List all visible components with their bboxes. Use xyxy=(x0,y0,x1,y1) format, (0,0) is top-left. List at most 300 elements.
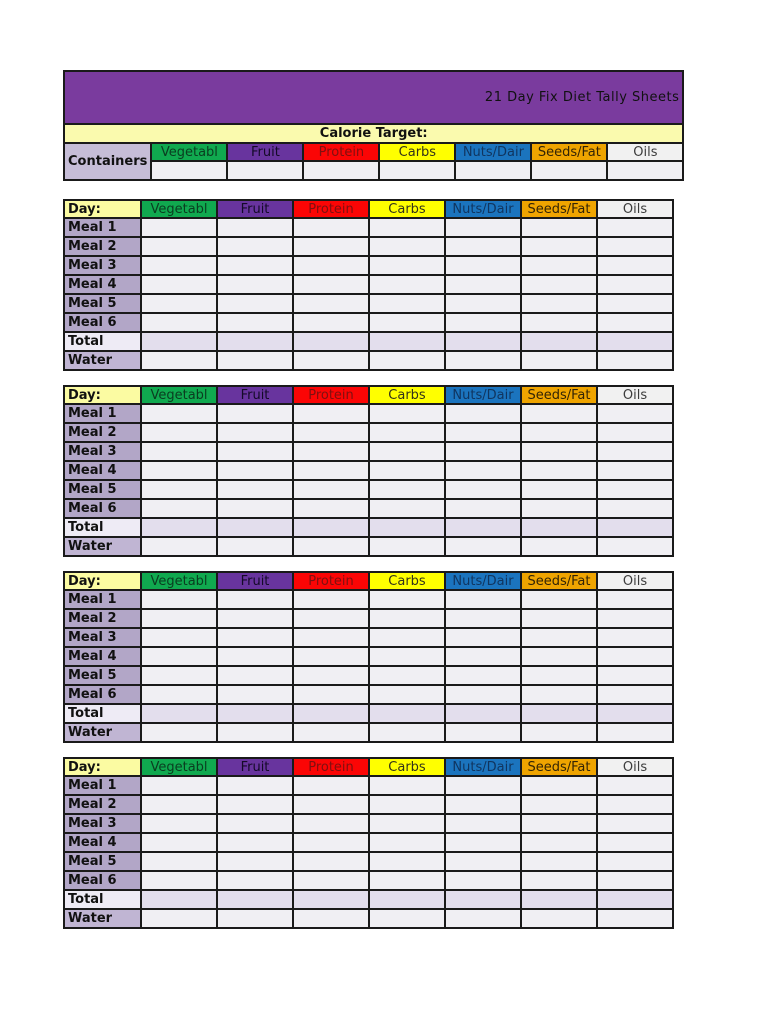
tally-cell-meal-3-nuts-dair[interactable] xyxy=(445,442,521,461)
tally-cell-meal-2-seeds-fat[interactable] xyxy=(521,423,597,442)
tally-cell-meal-5-nuts-dair[interactable] xyxy=(445,480,521,499)
water-cell-carbs[interactable] xyxy=(369,351,445,370)
tally-cell-meal-1-fruit[interactable] xyxy=(217,218,293,237)
meal-row-5 xyxy=(64,852,673,871)
water-cell-carbs[interactable] xyxy=(369,723,445,742)
tally-cell-meal-6-seeds-fat[interactable] xyxy=(521,871,597,890)
water-cell-protein[interactable] xyxy=(293,351,369,370)
column-header-nuts-dair: Nuts/Dair xyxy=(445,386,521,404)
column-header-protein: Protein xyxy=(303,143,379,161)
tally-cell-meal-6-oils[interactable] xyxy=(597,313,673,332)
tally-cell-meal-6-oils[interactable] xyxy=(597,685,673,704)
containers-cell-nuts-dair[interactable] xyxy=(455,161,531,180)
tally-cell-meal-3-fruit[interactable] xyxy=(217,442,293,461)
water-cell-seeds-fat[interactable] xyxy=(521,351,597,370)
tally-cell-meal-1-carbs[interactable] xyxy=(369,776,445,795)
tally-cell-meal-6-fruit[interactable] xyxy=(217,313,293,332)
total-cell-vegetabl[interactable] xyxy=(141,890,217,909)
water-cell-seeds-fat[interactable] xyxy=(521,909,597,928)
tally-cell-meal-6-seeds-fat[interactable] xyxy=(521,499,597,518)
tally-cell-meal-1-oils[interactable] xyxy=(597,218,673,237)
tally-cell-meal-5-seeds-fat[interactable] xyxy=(521,480,597,499)
total-cell-fruit[interactable] xyxy=(217,518,293,537)
total-cell-protein[interactable] xyxy=(293,518,369,537)
total-cell-protein[interactable] xyxy=(293,890,369,909)
tally-cell-meal-1-seeds-fat[interactable] xyxy=(521,776,597,795)
tally-cell-meal-2-nuts-dair[interactable] xyxy=(445,795,521,814)
tally-cell-meal-3-protein[interactable] xyxy=(293,628,369,647)
water-cell-nuts-dair[interactable] xyxy=(445,537,521,556)
tally-cell-meal-6-vegetabl[interactable] xyxy=(141,871,217,890)
tally-cell-meal-5-carbs[interactable] xyxy=(369,294,445,313)
tally-cell-meal-1-protein[interactable] xyxy=(293,218,369,237)
tally-cell-meal-4-fruit[interactable] xyxy=(217,833,293,852)
water-label: Water xyxy=(64,909,141,928)
tally-cell-meal-2-protein[interactable] xyxy=(293,237,369,256)
tally-cell-meal-1-protein[interactable] xyxy=(293,590,369,609)
tally-cell-meal-3-vegetabl[interactable] xyxy=(141,814,217,833)
water-cell-fruit[interactable] xyxy=(217,723,293,742)
tally-cell-meal-5-protein[interactable] xyxy=(293,294,369,313)
meal-label-3: Meal 3 xyxy=(64,814,141,833)
tally-cell-meal-4-vegetabl[interactable] xyxy=(141,833,217,852)
tally-cell-meal-2-fruit[interactable] xyxy=(217,237,293,256)
tally-cell-meal-4-seeds-fat[interactable] xyxy=(521,647,597,666)
column-header-vegetabl: Vegetabl xyxy=(141,386,217,404)
tally-cell-meal-4-protein[interactable] xyxy=(293,647,369,666)
water-row xyxy=(64,537,673,556)
tally-cell-meal-1-nuts-dair[interactable] xyxy=(445,404,521,423)
total-cell-nuts-dair[interactable] xyxy=(445,704,521,723)
tally-cell-meal-5-vegetabl[interactable] xyxy=(141,294,217,313)
meal-row-5 xyxy=(64,666,673,685)
water-cell-protein[interactable] xyxy=(293,723,369,742)
total-cell-carbs[interactable] xyxy=(369,332,445,351)
total-cell-seeds-fat[interactable] xyxy=(521,704,597,723)
tally-cell-meal-4-nuts-dair[interactable] xyxy=(445,647,521,666)
meal-row-6 xyxy=(64,685,673,704)
tally-cell-meal-4-protein[interactable] xyxy=(293,275,369,294)
water-cell-oils[interactable] xyxy=(597,723,673,742)
tally-cell-meal-3-fruit[interactable] xyxy=(217,628,293,647)
total-cell-oils[interactable] xyxy=(597,890,673,909)
meal-row-2 xyxy=(64,237,673,256)
day-label-cell[interactable]: Day: xyxy=(64,758,141,776)
tally-cell-meal-6-carbs[interactable] xyxy=(369,313,445,332)
tally-cell-meal-1-protein[interactable] xyxy=(293,404,369,423)
day-header-row xyxy=(64,758,673,776)
water-cell-fruit[interactable] xyxy=(217,537,293,556)
total-cell-oils[interactable] xyxy=(597,332,673,351)
tally-cell-meal-4-seeds-fat[interactable] xyxy=(521,275,597,294)
tally-cell-meal-1-seeds-fat[interactable] xyxy=(521,590,597,609)
tally-cell-meal-2-seeds-fat[interactable] xyxy=(521,795,597,814)
tally-cell-meal-3-vegetabl[interactable] xyxy=(141,628,217,647)
tally-cell-meal-5-seeds-fat[interactable] xyxy=(521,666,597,685)
tally-cell-meal-4-carbs[interactable] xyxy=(369,275,445,294)
tally-cell-meal-5-oils[interactable] xyxy=(597,666,673,685)
meal-row-5 xyxy=(64,294,673,313)
water-cell-protein[interactable] xyxy=(293,537,369,556)
tally-cell-meal-3-oils[interactable] xyxy=(597,256,673,275)
meal-row-5 xyxy=(64,480,673,499)
tally-cell-meal-5-nuts-dair[interactable] xyxy=(445,666,521,685)
tally-cell-meal-6-protein[interactable] xyxy=(293,871,369,890)
tally-cell-meal-3-nuts-dair[interactable] xyxy=(445,256,521,275)
tally-cell-meal-6-vegetabl[interactable] xyxy=(141,313,217,332)
water-cell-nuts-dair[interactable] xyxy=(445,723,521,742)
water-cell-oils[interactable] xyxy=(597,909,673,928)
total-cell-nuts-dair[interactable] xyxy=(445,518,521,537)
tally-cell-meal-2-nuts-dair[interactable] xyxy=(445,237,521,256)
total-label: Total xyxy=(64,890,141,909)
water-row xyxy=(64,351,673,370)
tally-cell-meal-4-vegetabl[interactable] xyxy=(141,461,217,480)
tally-cell-meal-5-protein[interactable] xyxy=(293,666,369,685)
water-cell-vegetabl[interactable] xyxy=(141,537,217,556)
tally-cell-meal-1-oils[interactable] xyxy=(597,776,673,795)
tally-cell-meal-1-fruit[interactable] xyxy=(217,776,293,795)
water-cell-protein[interactable] xyxy=(293,909,369,928)
tally-cell-meal-3-oils[interactable] xyxy=(597,814,673,833)
tally-cell-meal-3-vegetabl[interactable] xyxy=(141,442,217,461)
water-cell-nuts-dair[interactable] xyxy=(445,351,521,370)
tally-cell-meal-2-seeds-fat[interactable] xyxy=(521,609,597,628)
water-cell-carbs[interactable] xyxy=(369,537,445,556)
page-title: 21 Day Fix Diet Tally Sheets xyxy=(64,71,683,124)
tally-cell-meal-2-fruit[interactable] xyxy=(217,423,293,442)
tally-cell-meal-1-nuts-dair[interactable] xyxy=(445,218,521,237)
tally-cell-meal-3-seeds-fat[interactable] xyxy=(521,442,597,461)
meal-label-4: Meal 4 xyxy=(64,461,141,480)
meal-label-5: Meal 5 xyxy=(64,480,141,499)
column-header-carbs: Carbs xyxy=(369,572,445,590)
tally-cell-meal-6-protein[interactable] xyxy=(293,685,369,704)
column-header-fruit: Fruit xyxy=(227,143,303,161)
tally-cell-meal-1-carbs[interactable] xyxy=(369,590,445,609)
tally-cell-meal-5-seeds-fat[interactable] xyxy=(521,852,597,871)
total-cell-oils[interactable] xyxy=(597,518,673,537)
tally-cell-meal-5-fruit[interactable] xyxy=(217,294,293,313)
water-cell-fruit[interactable] xyxy=(217,909,293,928)
tally-cell-meal-6-nuts-dair[interactable] xyxy=(445,499,521,518)
total-cell-carbs[interactable] xyxy=(369,518,445,537)
tally-cell-meal-1-seeds-fat[interactable] xyxy=(521,218,597,237)
containers-cell-seeds-fat[interactable] xyxy=(531,161,607,180)
tally-cell-meal-1-vegetabl[interactable] xyxy=(141,776,217,795)
tally-cell-meal-4-oils[interactable] xyxy=(597,647,673,666)
tally-cell-meal-1-protein[interactable] xyxy=(293,776,369,795)
tally-cell-meal-6-carbs[interactable] xyxy=(369,499,445,518)
meal-row-2 xyxy=(64,423,673,442)
tally-cell-meal-6-nuts-dair[interactable] xyxy=(445,313,521,332)
tally-cell-meal-6-carbs[interactable] xyxy=(369,871,445,890)
tally-cell-meal-2-nuts-dair[interactable] xyxy=(445,609,521,628)
tally-cell-meal-3-carbs[interactable] xyxy=(369,814,445,833)
total-cell-nuts-dair[interactable] xyxy=(445,890,521,909)
meal-label-3: Meal 3 xyxy=(64,442,141,461)
tally-cell-meal-1-fruit[interactable] xyxy=(217,404,293,423)
total-cell-oils[interactable] xyxy=(597,704,673,723)
tally-cell-meal-5-vegetabl[interactable] xyxy=(141,480,217,499)
column-header-vegetabl: Vegetabl xyxy=(141,200,217,218)
meal-row-4 xyxy=(64,647,673,666)
meal-row-6 xyxy=(64,499,673,518)
meal-label-4: Meal 4 xyxy=(64,833,141,852)
tally-cell-meal-2-vegetabl[interactable] xyxy=(141,237,217,256)
tally-cell-meal-2-fruit[interactable] xyxy=(217,609,293,628)
tally-cell-meal-1-vegetabl[interactable] xyxy=(141,590,217,609)
water-cell-carbs[interactable] xyxy=(369,909,445,928)
tally-cell-meal-3-protein[interactable] xyxy=(293,442,369,461)
tally-cell-meal-6-carbs[interactable] xyxy=(369,685,445,704)
tally-cell-meal-4-protein[interactable] xyxy=(293,461,369,480)
containers-cell-carbs[interactable] xyxy=(379,161,455,180)
tally-cell-meal-4-vegetabl[interactable] xyxy=(141,275,217,294)
total-cell-seeds-fat[interactable] xyxy=(521,332,597,351)
tally-cell-meal-5-protein[interactable] xyxy=(293,480,369,499)
tally-cell-meal-3-carbs[interactable] xyxy=(369,256,445,275)
column-header-protein: Protein xyxy=(293,758,369,776)
column-header-vegetabl: Vegetabl xyxy=(141,758,217,776)
column-header-carbs: Carbs xyxy=(369,386,445,404)
tally-cell-meal-4-oils[interactable] xyxy=(597,275,673,294)
tally-cell-meal-2-vegetabl[interactable] xyxy=(141,423,217,442)
tally-cell-meal-5-fruit[interactable] xyxy=(217,852,293,871)
tally-cell-meal-4-carbs[interactable] xyxy=(369,461,445,480)
tally-cell-meal-6-oils[interactable] xyxy=(597,871,673,890)
tally-cell-meal-2-oils[interactable] xyxy=(597,237,673,256)
tally-cell-meal-6-seeds-fat[interactable] xyxy=(521,685,597,704)
total-row xyxy=(64,704,673,723)
tally-cell-meal-4-fruit[interactable] xyxy=(217,647,293,666)
tally-cell-meal-1-fruit[interactable] xyxy=(217,590,293,609)
day-header-row xyxy=(64,200,673,218)
meal-label-2: Meal 2 xyxy=(64,609,141,628)
tally-cell-meal-5-protein[interactable] xyxy=(293,852,369,871)
tally-cell-meal-2-vegetabl[interactable] xyxy=(141,795,217,814)
tally-cell-meal-2-oils[interactable] xyxy=(597,795,673,814)
total-cell-carbs[interactable] xyxy=(369,890,445,909)
water-cell-vegetabl[interactable] xyxy=(141,723,217,742)
column-header-protein: Protein xyxy=(293,572,369,590)
tally-cell-meal-6-nuts-dair[interactable] xyxy=(445,871,521,890)
tally-cell-meal-6-fruit[interactable] xyxy=(217,685,293,704)
tally-cell-meal-2-oils[interactable] xyxy=(597,609,673,628)
water-cell-seeds-fat[interactable] xyxy=(521,723,597,742)
tally-cell-meal-4-nuts-dair[interactable] xyxy=(445,461,521,480)
meal-label-1: Meal 1 xyxy=(64,590,141,609)
tally-cell-meal-1-oils[interactable] xyxy=(597,590,673,609)
total-cell-nuts-dair[interactable] xyxy=(445,332,521,351)
tally-cell-meal-1-carbs[interactable] xyxy=(369,404,445,423)
tally-cell-meal-6-fruit[interactable] xyxy=(217,871,293,890)
meal-label-2: Meal 2 xyxy=(64,795,141,814)
total-cell-vegetabl[interactable] xyxy=(141,704,217,723)
meal-label-6: Meal 6 xyxy=(64,313,141,332)
tally-cell-meal-2-oils[interactable] xyxy=(597,423,673,442)
tally-cell-meal-6-nuts-dair[interactable] xyxy=(445,685,521,704)
meal-label-6: Meal 6 xyxy=(64,499,141,518)
total-cell-vegetabl[interactable] xyxy=(141,518,217,537)
tally-cell-meal-1-carbs[interactable] xyxy=(369,218,445,237)
total-row xyxy=(64,890,673,909)
total-cell-protein[interactable] xyxy=(293,332,369,351)
tally-cell-meal-5-oils[interactable] xyxy=(597,852,673,871)
day-label-cell[interactable]: Day: xyxy=(64,200,141,218)
tally-cell-meal-2-protein[interactable] xyxy=(293,795,369,814)
tally-cell-meal-2-carbs[interactable] xyxy=(369,795,445,814)
tally-cell-meal-3-protein[interactable] xyxy=(293,814,369,833)
water-cell-seeds-fat[interactable] xyxy=(521,537,597,556)
tally-cell-meal-2-fruit[interactable] xyxy=(217,795,293,814)
meal-label-1: Meal 1 xyxy=(64,218,141,237)
tally-cell-meal-1-nuts-dair[interactable] xyxy=(445,776,521,795)
tally-cell-meal-2-protein[interactable] xyxy=(293,609,369,628)
tally-cell-meal-4-carbs[interactable] xyxy=(369,647,445,666)
meal-row-3 xyxy=(64,256,673,275)
total-row xyxy=(64,518,673,537)
water-cell-oils[interactable] xyxy=(597,537,673,556)
column-header-carbs: Carbs xyxy=(369,758,445,776)
meal-row-4 xyxy=(64,833,673,852)
containers-cell-fruit[interactable] xyxy=(227,161,303,180)
tally-cell-meal-4-vegetabl[interactable] xyxy=(141,647,217,666)
water-cell-oils[interactable] xyxy=(597,351,673,370)
total-cell-fruit[interactable] xyxy=(217,332,293,351)
tally-cell-meal-6-protein[interactable] xyxy=(293,313,369,332)
tally-cell-meal-3-oils[interactable] xyxy=(597,442,673,461)
tally-cell-meal-3-nuts-dair[interactable] xyxy=(445,628,521,647)
tally-cell-meal-5-nuts-dair[interactable] xyxy=(445,294,521,313)
tally-cell-meal-1-seeds-fat[interactable] xyxy=(521,404,597,423)
tally-cell-meal-5-fruit[interactable] xyxy=(217,480,293,499)
meal-row-1 xyxy=(64,776,673,795)
total-cell-carbs[interactable] xyxy=(369,704,445,723)
tally-cell-meal-6-seeds-fat[interactable] xyxy=(521,313,597,332)
column-header-vegetabl: Vegetabl xyxy=(141,572,217,590)
tally-cell-meal-6-protein[interactable] xyxy=(293,499,369,518)
tally-cell-meal-3-seeds-fat[interactable] xyxy=(521,814,597,833)
tally-cell-meal-2-vegetabl[interactable] xyxy=(141,609,217,628)
tally-cell-meal-4-protein[interactable] xyxy=(293,833,369,852)
tally-cell-meal-4-seeds-fat[interactable] xyxy=(521,461,597,480)
meal-row-1 xyxy=(64,590,673,609)
water-cell-vegetabl[interactable] xyxy=(141,909,217,928)
tally-cell-meal-2-carbs[interactable] xyxy=(369,609,445,628)
tally-cell-meal-1-vegetabl[interactable] xyxy=(141,218,217,237)
tally-cell-meal-3-seeds-fat[interactable] xyxy=(521,628,597,647)
tally-cell-meal-4-fruit[interactable] xyxy=(217,275,293,294)
total-row xyxy=(64,332,673,351)
tally-cell-meal-3-fruit[interactable] xyxy=(217,256,293,275)
tally-cell-meal-3-oils[interactable] xyxy=(597,628,673,647)
tally-cell-meal-5-nuts-dair[interactable] xyxy=(445,852,521,871)
tally-cell-meal-1-vegetabl[interactable] xyxy=(141,404,217,423)
tally-cell-meal-5-carbs[interactable] xyxy=(369,852,445,871)
tally-cell-meal-6-vegetabl[interactable] xyxy=(141,499,217,518)
tally-cell-meal-6-fruit[interactable] xyxy=(217,499,293,518)
day-table-4 xyxy=(63,757,674,929)
tally-cell-meal-4-oils[interactable] xyxy=(597,833,673,852)
column-header-fruit: Fruit xyxy=(217,200,293,218)
tally-cell-meal-1-nuts-dair[interactable] xyxy=(445,590,521,609)
tally-cell-meal-4-carbs[interactable] xyxy=(369,833,445,852)
tally-cell-meal-3-carbs[interactable] xyxy=(369,442,445,461)
tally-cell-meal-2-nuts-dair[interactable] xyxy=(445,423,521,442)
tally-cell-meal-3-vegetabl[interactable] xyxy=(141,256,217,275)
tally-cell-meal-5-carbs[interactable] xyxy=(369,666,445,685)
meal-label-6: Meal 6 xyxy=(64,871,141,890)
tally-cell-meal-6-vegetabl[interactable] xyxy=(141,685,217,704)
tally-cell-meal-3-fruit[interactable] xyxy=(217,814,293,833)
calorie-target-cell[interactable]: Calorie Target: xyxy=(64,124,683,143)
tally-cell-meal-2-carbs[interactable] xyxy=(369,237,445,256)
day-label-cell[interactable]: Day: xyxy=(64,386,141,404)
column-header-oils: Oils xyxy=(597,386,673,404)
tally-cell-meal-4-seeds-fat[interactable] xyxy=(521,833,597,852)
tally-cell-meal-3-protein[interactable] xyxy=(293,256,369,275)
tally-cell-meal-2-carbs[interactable] xyxy=(369,423,445,442)
header-section xyxy=(63,70,684,181)
calorie-target-row xyxy=(64,124,683,143)
meal-label-3: Meal 3 xyxy=(64,256,141,275)
column-header-oils: Oils xyxy=(597,758,673,776)
water-cell-nuts-dair[interactable] xyxy=(445,909,521,928)
total-cell-fruit[interactable] xyxy=(217,890,293,909)
tally-cell-meal-4-fruit[interactable] xyxy=(217,461,293,480)
meal-row-6 xyxy=(64,313,673,332)
tally-cell-meal-5-vegetabl[interactable] xyxy=(141,666,217,685)
total-label: Total xyxy=(64,704,141,723)
tally-cell-meal-3-nuts-dair[interactable] xyxy=(445,814,521,833)
meal-label-1: Meal 1 xyxy=(64,404,141,423)
total-cell-fruit[interactable] xyxy=(217,704,293,723)
tally-cell-meal-4-nuts-dair[interactable] xyxy=(445,833,521,852)
column-header-oils: Oils xyxy=(597,200,673,218)
tally-cell-meal-6-oils[interactable] xyxy=(597,499,673,518)
tally-cell-meal-5-oils[interactable] xyxy=(597,480,673,499)
total-cell-seeds-fat[interactable] xyxy=(521,518,597,537)
tally-cell-meal-5-fruit[interactable] xyxy=(217,666,293,685)
tally-cell-meal-5-carbs[interactable] xyxy=(369,480,445,499)
total-cell-protein[interactable] xyxy=(293,704,369,723)
meal-row-3 xyxy=(64,442,673,461)
tally-cell-meal-4-nuts-dair[interactable] xyxy=(445,275,521,294)
total-cell-vegetabl[interactable] xyxy=(141,332,217,351)
meal-row-1 xyxy=(64,404,673,423)
total-cell-seeds-fat[interactable] xyxy=(521,890,597,909)
tally-cell-meal-5-oils[interactable] xyxy=(597,294,673,313)
tally-cell-meal-4-oils[interactable] xyxy=(597,461,673,480)
tally-cell-meal-5-vegetabl[interactable] xyxy=(141,852,217,871)
water-row xyxy=(64,723,673,742)
containers-cell-protein[interactable] xyxy=(303,161,379,180)
banner-row xyxy=(64,71,683,124)
tally-cell-meal-3-carbs[interactable] xyxy=(369,628,445,647)
containers-cell-vegetabl[interactable] xyxy=(151,161,227,180)
water-cell-fruit[interactable] xyxy=(217,351,293,370)
water-cell-vegetabl[interactable] xyxy=(141,351,217,370)
containers-cell-oils[interactable] xyxy=(607,161,683,180)
tally-cell-meal-2-seeds-fat[interactable] xyxy=(521,237,597,256)
day-label-cell[interactable]: Day: xyxy=(64,572,141,590)
tally-cell-meal-1-oils[interactable] xyxy=(597,404,673,423)
tally-cell-meal-2-protein[interactable] xyxy=(293,423,369,442)
tally-cell-meal-3-seeds-fat[interactable] xyxy=(521,256,597,275)
column-header-seeds-fat: Seeds/Fat xyxy=(521,200,597,218)
tally-cell-meal-5-seeds-fat[interactable] xyxy=(521,294,597,313)
